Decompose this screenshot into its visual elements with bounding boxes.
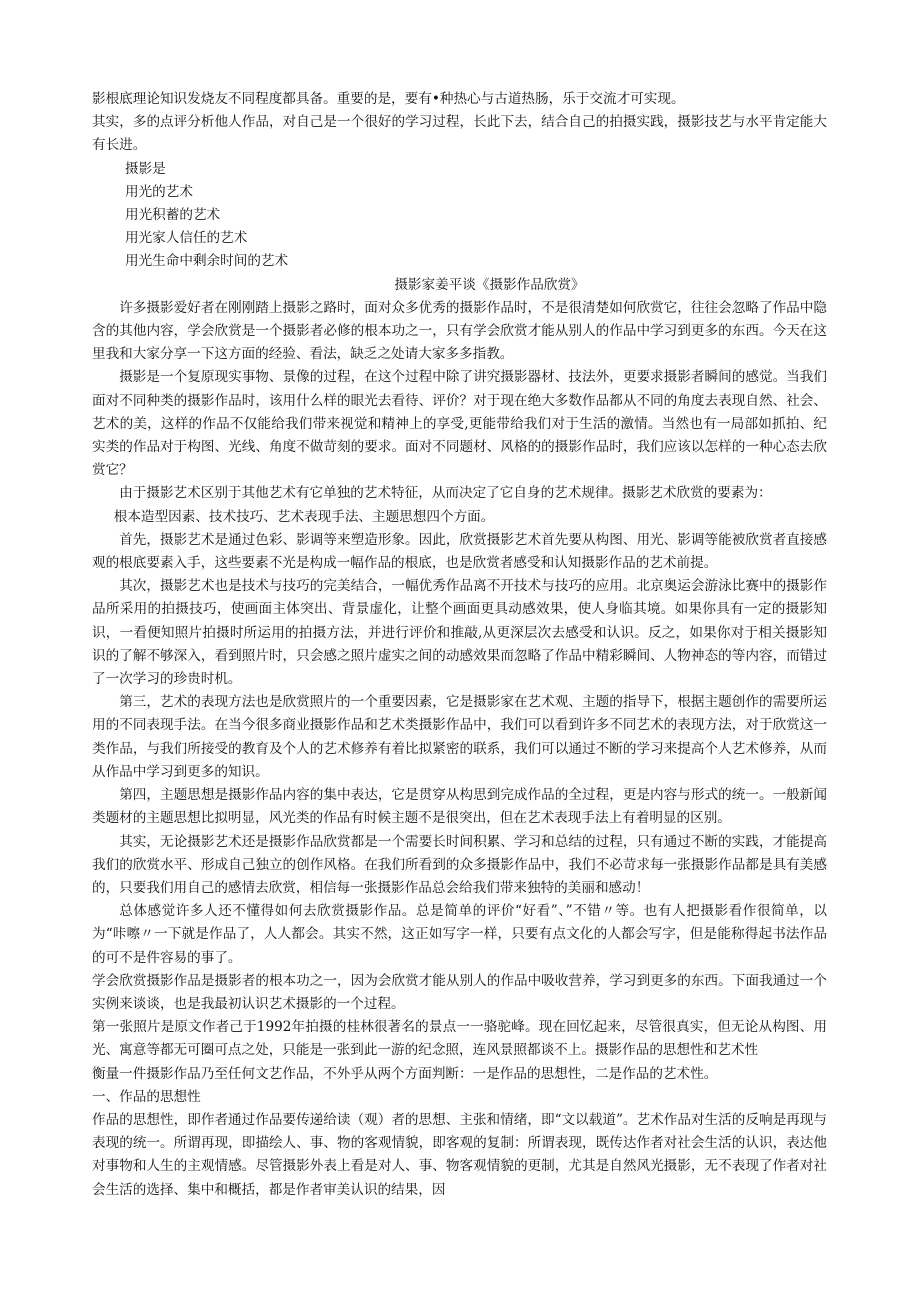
section-heading: 一、作品的思想性 <box>92 1088 201 1105</box>
text-line: 其实，多的点评分析他人作品，对自己是一个很好的学习过程，长此下去，结合自己的拍摄实践，摄影技艺与水平肯定能大有长进。 <box>92 114 827 154</box>
paragraph: 衡量一件摄影作品乃至任何文艺作品，不外乎从两个方面判断：一是作品的思想性，二是作品的艺术性。 <box>92 1065 718 1082</box>
poem-line: 用光积蓄的艺术 <box>125 207 221 224</box>
paragraph: 第四，主题思想是摄影作品内容的集中表达，它是贯穿从构思到完成作品的全过程，更是内容与形式的统一。一般新闻类题材的主题思想比拟明显，风光类的作品有时候主题不是很突出，但在艺术表现手法上有着明显的区别。 <box>92 787 827 827</box>
paragraph: 其实，无论摄影艺术还是摄影作品欣赏都是一个需要长时间积累、学习和总结的过程，只有通过不断的实践，才能提高我们的欣赏水平、形成自己独立的创作风格。在我们所看到的众多摄影作品中，我们不必苛求每一张摄影作品都是具有美感的，只要我们用自己的感情去欣赏，相信每一张摄影作品总会给我们带来独特的美丽和感动！ <box>92 833 827 896</box>
paragraph: 其次，摄影艺术也是技术与技巧的完美结合，一幅优秀作品离不开技术与技巧的应用。北京奥运会游泳比赛中的摄影作品所采用的拍摄技巧，使画面主体突出、背景虚化，让整个画面更具动感效果，使人身临其境。如果你具有一定的摄影知识，一看便知照片拍摄时所运用的拍摄方法，并进行评价和推敲,从更深层次去感受和认识。反之，如果你对于相关摄影知识的了解不够深入，看到照片时，只会感之照片虚实之间的动感效果而忽略了作品中精彩瞬间、人物神态的等内容，而错过了一次学习的珍贵时机。 <box>92 578 827 688</box>
poem-line: 用光的艺术 <box>125 183 193 200</box>
poem-block <box>92 158 827 274</box>
paragraph: 第三，艺术的表现方法也是欣赏照片的一个重要因素，它是摄影家在艺术观、主题的指导下，根据主题创作的需要所运用的不同表现手法。在当今很多商业摄影作品和艺术类摄影作品中，我们可以看到许多不同艺术的表现方法，对于欣赏这一类作品，与我们所接受的教育及个人的艺术修养有着比拟紧密的联系，我们可以通过不断的学习来提高个人艺术修养，从而从作品中学习到更多的知识。 <box>92 694 827 780</box>
poem-line: 用光生命中剩余时间的艺术 <box>125 253 289 270</box>
poem-line: 摄影是 <box>125 160 166 177</box>
paragraph: 根本造型因素、技术技巧、艺术表现手法、主题思想四个方面。 <box>113 508 495 525</box>
paragraph: 总体感觉许多人还不懂得如何去欣赏摄影作品。总是简单的评价“好看”、”不错〃等。也有人把摄影看作很简单，以为“咔嚓〃一下就是作品了，人人都会。其实不然，这正如写字一样，只要有点文化的人都会写字，但是能称得起书法作品的可不是件容易的事了。 <box>92 903 827 966</box>
paragraph: 第一张照片是原文作者己于1992年拍摄的桂林很著名的景点一一骆驼峰。现在回忆起来，尽管很真实，但无论从构图、用光、寓意等都无可圈可点之处，只能是一张到此一游的纪念照，连风景照都谈不上。摄影作品的思想性和艺术性 <box>92 1019 827 1059</box>
poem-line: 用光家人信任的艺术 <box>125 230 248 247</box>
paragraph: 由于摄影艺术区别于其他艺术有它单独的艺术特征，从而决定了它自身的艺术规律。摄影艺术欣赏的要素为： <box>119 485 772 502</box>
paragraph: 首先，摄影艺术是通过色彩、影调等来塑造形象。因此，欣赏摄影艺术首先要从构图、用光、影调等能被欣赏者直接感观的根底要素入手，这些要素不光是构成一幅作品的根底，也是欣赏者感受和认知摄影作品的艺术前提。 <box>92 531 827 572</box>
text-line: 影根底理论知识发烧友不同程度都具备。重要的是，要有•种热心与古道热肠，乐于交流才可实现。 <box>92 91 685 107</box>
article-title: 摄影家姜平谈《摄影作品欣赏》 <box>394 276 585 293</box>
document-page <box>92 88 827 1202</box>
paragraph: 许多摄影爱好者在刚刚踏上摄影之路时，面对众多优秀的摄影作品时，不是很清楚如何欣赏它，往往会忽略了作品中隐含的其他内容，学会欣赏是一个摄影者必修的根本功之一，只有学会欣赏才能从别人的作品中学习到更多的东西。今天在这里我和大家分享一下这方面的经验、看法，缺乏之处请大家多多指教。 <box>92 299 827 363</box>
paragraph: 摄影是一个复原现实事物、景像的过程，在这个过程中除了讲究摄影器材、技法外，更要求摄影者瞬间的感觉。当我们面对不同种类的摄影作品时，该用什么样的眼光去看待、评价？对于现在绝大多数作品都从不同的角度去表现自然、社会、艺术的美，这样的作品不仅能给我们带来视觉和精神上的享受,更能带给我们对于生活的激情。当然也有一局部如抓拍、纪实类的作品对于构图、光线、角度不做苛刻的要求。面对不同题材、风格的的摄影作品时，我们应该以怎样的一种心态去欣赏它？ <box>92 369 827 479</box>
paragraph: 作品的思想性，即作者通过作品要传递给读（观）者的思想、主张和情绪，即“文以载道”。艺术作品对生活的反响是再现与表现的统一。所谓再现，即描绘人、事、物的客观情貌，即客观的复制：所谓表现，既传达作者对社会生活的认识，表达他对事物和人生的主观情感。尽管摄影外表上看是对人、事、物客观情貌的更制，尤其是自然风光摄影，无不表现了作者对社会生活的选择、集中和概括，都是作者审美认识的结果，因 <box>92 1111 827 1198</box>
paragraph: 学会欣赏摄影作品是摄影者的根本功之一，因为会欣赏才能从别人的作品中吸收营养，学习到更多的东西。下面我通过一个实例来谈谈，也是我最初认识艺术摄影的一个过程。 <box>92 972 827 1012</box>
